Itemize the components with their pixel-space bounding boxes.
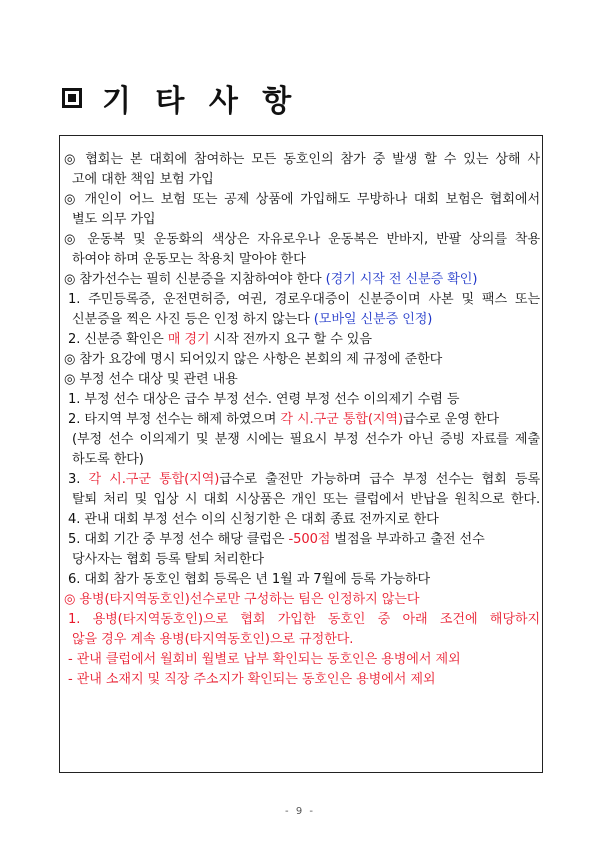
note-line (64, 610, 540, 630)
note-text-segment: 급수로 운영 한다 (402, 412, 499, 427)
note-line (64, 170, 540, 190)
note-text-segment: 2. 타지역 부정 선수는 해제 하였으며 (68, 412, 281, 427)
note-line (64, 450, 540, 470)
note-line (64, 530, 540, 550)
note-line (64, 290, 540, 310)
section-title (62, 76, 293, 120)
note-text-segment: (부정 선수 이의제기 및 분쟁 시에는 필요시 부정 선수가 아닌 증빙 자료를 제출 (72, 432, 540, 447)
note-text-segment: 각 시.구군 통합(지역) (88, 472, 220, 487)
note-line (64, 310, 540, 330)
note-text-segment: (경기 시작 전 신분증 확인) (325, 272, 478, 287)
note-line (64, 550, 540, 570)
note-text-segment: ◎ 운동복 및 운동화의 색상은 자유로우나 운동복은 반바지, 반팔 상의를 착용 (64, 232, 540, 247)
note-text-segment: 하도록 한다) (72, 452, 144, 467)
note-text-segment: 1. 용병(타지역동호인)으로 협회 가입한 동호인 중 아래 조건에 해당하지 (68, 612, 540, 627)
note-text-segment: 고에 대한 책임 보험 가입 (72, 172, 214, 187)
square-bullet-icon (62, 88, 82, 108)
note-line (64, 250, 540, 270)
note-text-segment: 2. 신분증 확인은 (68, 332, 168, 347)
note-line (64, 410, 540, 430)
page-number: - 9 - (285, 806, 315, 817)
note-line (64, 330, 540, 350)
note-text-segment: 각 시.구군 통합(지역) (280, 412, 403, 427)
note-text-segment: 1. 부정 선수 대상은 급수 부정 선수. 연령 부정 선수 이의제기 수렴 등 (68, 392, 460, 407)
note-line (64, 370, 540, 390)
note-line (64, 490, 540, 510)
note-text-segment: 급수로 출전만 가능하며 급수 부정 선수는 협회 등록 (219, 472, 540, 487)
note-text-segment: 하여야 하며 운동모는 착용치 말아야 한다 (72, 252, 306, 267)
note-line (64, 210, 540, 230)
note-line (64, 150, 540, 170)
note-line (64, 470, 540, 490)
note-text-segment: ◎ 개인이 어느 보험 또는 공제 상품에 가입해도 무방하나 대회 보험은 협회에서 (64, 192, 540, 207)
note-line (64, 270, 540, 290)
note-text-segment: 3. (68, 472, 89, 487)
note-text-segment: 않을 경우 계속 용병(타지역동호인)으로 규정한다. (72, 632, 354, 647)
note-text-segment: 6. 대회 참가 동호인 협회 등록은 년 1월 과 7월에 등록 가능하다 (68, 572, 431, 587)
note-text-segment: 신분증을 찍은 사진 등은 인정 하지 않는다 (72, 312, 314, 327)
note-text-segment: ◎ 참가선수는 필히 신분증을 지참하여야 한다 (64, 272, 326, 287)
notes-content (64, 150, 540, 690)
note-text-segment: 4. 관내 대회 부정 선수 이의 신청기한 은 대회 종료 전까지로 한다 (68, 512, 439, 527)
note-text-segment: 별도 의무 가입 (72, 212, 156, 227)
note-line (64, 430, 540, 450)
note-text-segment: ◎ 협회는 본 대회에 참여하는 모든 동호인의 참가 중 발생 할 수 있는 상해 사 (64, 152, 540, 167)
note-line (64, 590, 540, 610)
note-text-segment: - 관내 클럽에서 월회비 월별로 납부 확인되는 동호인은 용병에서 제외 (68, 652, 461, 667)
note-text-segment: 매 경기 (167, 332, 210, 347)
note-text-segment: 벌점을 부과하고 출전 선수 (330, 532, 485, 547)
note-text-segment: ◎ 부정 선수 대상 및 관련 내용 (64, 372, 238, 387)
section-title-text: 기 타 사 항 (102, 84, 294, 119)
note-line (64, 190, 540, 210)
note-text-segment: 1. 주민등록증, 운전면허증, 여권, 경로우대증이 신분증이며 사본 및 팩스 또는 (68, 292, 540, 307)
note-text-segment: 5. 대회 기간 중 부정 선수 해당 클럽은 (68, 532, 289, 547)
note-text-segment: ◎ 용병(타지역동호인)선수로만 구성하는 팀은 인정하지 않는다 (64, 592, 420, 607)
note-line (64, 350, 540, 370)
note-line (64, 230, 540, 250)
note-line (64, 510, 540, 530)
note-line (64, 670, 540, 690)
note-text-segment: 탈퇴 처리 및 입상 시 대회 시상품은 개인 또는 클럽에서 반납을 원칙으로 한다. (72, 492, 540, 507)
note-line (64, 630, 540, 650)
note-text-segment: (모바일 신분증 인정) (313, 312, 433, 327)
note-text-segment: -500점 (288, 532, 331, 547)
note-text-segment: 시작 전까지 요구 할 수 있음 (209, 332, 372, 347)
note-text-segment: - 관내 소재지 및 직장 주소지가 확인되는 동호인은 용병에서 제외 (68, 672, 436, 687)
note-text-segment: 당사자는 협회 등록 탈퇴 처리한다 (72, 552, 264, 567)
note-line (64, 650, 540, 670)
note-line (64, 570, 540, 590)
note-text-segment: ◎ 참가 요강에 명시 되어있지 않은 사항은 본회의 제 규정에 준한다 (64, 352, 443, 367)
note-line (64, 390, 540, 410)
